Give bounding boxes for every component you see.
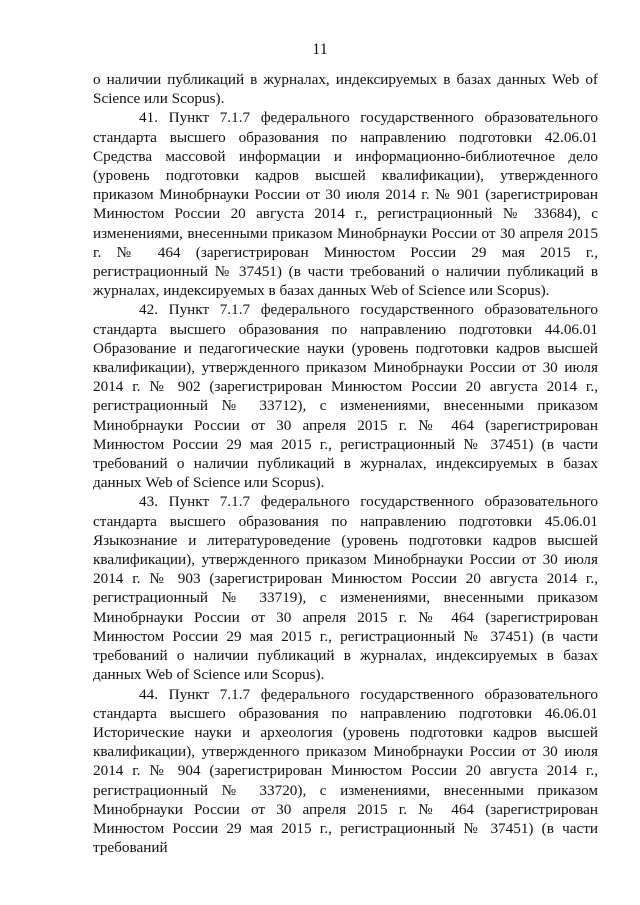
paragraph-item-42: 42. Пункт 7.1.7 федерального государственного образовательного стандарта высшего образования по направлению подготовки 44.06.01 Образование и педагогические науки (уровень подготовки кадров высшей квалификации), утвержденного приказом Минобрнауки России от 30 июля 2014 г. № 902 (зарегистрирован Минюстом России 20 августа 2014 г., регистрационный № 33712), с изменениями, внесенными приказом Минобрнауки России от 30 апреля 2015 г. № 464 (зарегистрирован Минюстом России 29 мая 2015 г., регистрационный № 37451) (в части требований о наличии публикаций в журналах, индексируемых в базах данных Web of Science или Scopus). (93, 301, 598, 492)
document-body (93, 70, 598, 857)
paragraph-item-41: 41. Пункт 7.1.7 федерального государственного образовательного стандарта высшего образования по направлению подготовки 42.06.01 Средства массовой информации и информационно-библиотечное дело (уровень подготовки кадров высшей квалификации), утвержденного приказом Минобрнауки России от 30 июля 2014 г. № 901 (зарегистрирован Минюстом России 20 августа 2014 г., регистрационный № 33684), с изменениями, внесенными приказом Минобрнауки России от 30 апреля 2015 г. № 464 (зарегистрирован Минюстом России 29 мая 2015 г., регистрационный № 37451) (в части требований о наличии публикаций в журналах, индексируемых в базах данных Web of Science или Scopus). (93, 109, 598, 300)
page-number: 11 (312, 41, 328, 58)
paragraph-continuation: о наличии публикаций в журналах, индексируемых в базах данных Web of Science или Scopus). (93, 71, 598, 108)
paragraph-item-43: 43. Пункт 7.1.7 федерального государственного образовательного стандарта высшего образования по направлению подготовки 45.06.01 Языкознание и литературоведение (уровень подготовки кадров высшей квалификации), утвержденного приказом Минобрнауки России от 30 июля 2014 г. № 903 (зарегистрирован Минюстом России 20 августа 2014 г., регистрационный № 33719), с изменениями, внесенными приказом Минобрнауки России от 30 апреля 2015 г. № 464 (зарегистрирован Минюстом России 29 мая 2015 г., регистрационный № 37451) (в части требований о наличии публикаций в журналах, индексируемых в базах данных Web of Science или Scopus). (93, 493, 598, 684)
paragraph-item-44: 44. Пункт 7.1.7 федерального государственного образовательного стандарта высшего образования по направлению подготовки 46.06.01 Исторические науки и археология (уровень подготовки кадров высшей квалификации), утвержденного приказом Минобрнауки России от 30 июля 2014 г. № 904 (зарегистрирован Минюстом России 20 августа 2014 г., регистрационный № 33720), с изменениями, внесенными приказом Минобрнауки России от 30 апреля 2015 г. № 464 (зарегистрирован Минюстом России 29 мая 2015 г., регистрационный № 37451) (в части требований (93, 685, 598, 857)
